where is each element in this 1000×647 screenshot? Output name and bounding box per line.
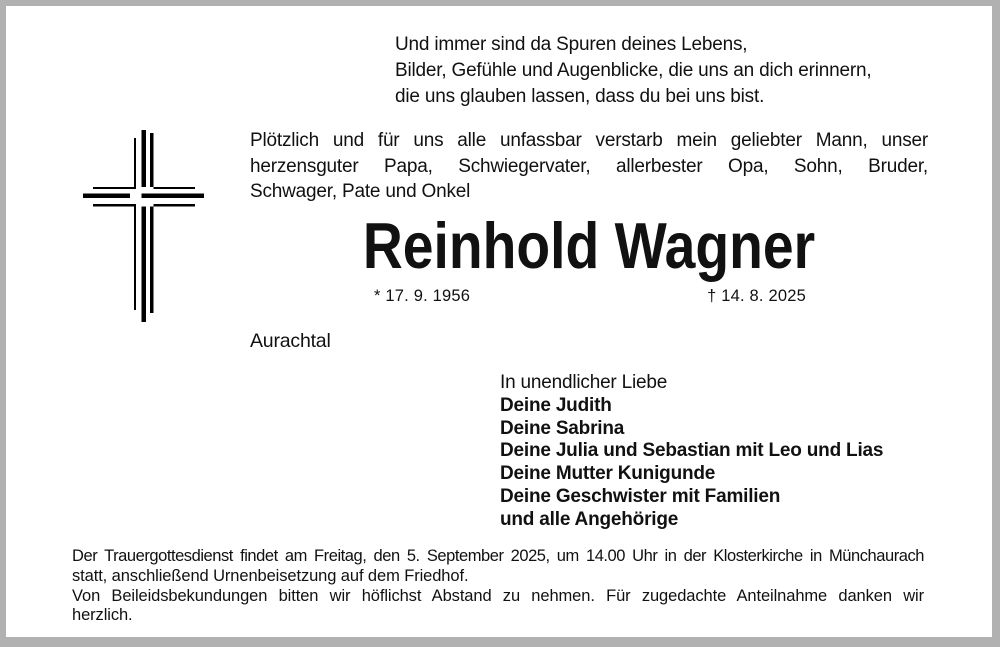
mourner-line: Deine Judith: [500, 394, 612, 416]
memorial-cross-icon: [83, 130, 204, 322]
mourner-line: Deine Geschwister mit Familien: [500, 485, 781, 507]
death-announcement: [250, 128, 928, 205]
announcement-line: Plötzlich und für uns alle unfassbar verstarb mein geliebter Mann, unser: [250, 130, 928, 151]
obituary-card: [6, 6, 992, 637]
memorial-verse: [395, 32, 940, 110]
death-date: † 14. 8. 2025: [707, 287, 806, 305]
mourner-line: Deine Mutter Kunigunde: [500, 463, 716, 485]
farewell-intro: In unendlicher Liebe: [500, 372, 668, 393]
announcement-line: Schwager, Pate und Onkel: [250, 181, 471, 202]
deceased-name: [250, 209, 928, 282]
verse-line: Bilder, Gefühle und Augenblicke, die uns an dich erinnern,: [395, 60, 872, 81]
funeral-information: [72, 547, 924, 626]
mourner-line: und alle Angehörige: [500, 508, 679, 530]
deceased-name-text: Reinhold Wagner: [362, 209, 816, 282]
verse-line: Und immer sind da Spuren deines Lebens,: [395, 34, 748, 55]
funeral-line: herzlich.: [72, 606, 133, 625]
verse-line: die uns glauben lassen, dass du bei uns bist.: [395, 86, 765, 107]
funeral-line: statt, anschließend Urnenbeisetzung auf dem Friedhof.: [72, 566, 469, 585]
mourners-block: [500, 372, 930, 532]
place-of-residence: Aurachtal: [250, 330, 331, 352]
funeral-line: Von Beileidsbekundungen bitten wir höflichst Abstand zu nehmen. Für zugedachte Anteilnahme danken wir: [72, 586, 924, 605]
announcement-line: herzensguter Papa, Schwiegervater, allerbester Opa, Sohn, Bruder,: [250, 155, 928, 177]
birth-date: * 17. 9. 1956: [374, 287, 471, 305]
mourner-line: Deine Julia und Sebastian mit Leo und Lias: [500, 440, 884, 462]
funeral-line: Der Trauergottesdienst findet am Freitag, den 5. September 2025, um 14.00 Uhr in der Klosterkirche in Münchaurach: [72, 547, 924, 565]
life-dates: [250, 287, 928, 306]
mourner-line: Deine Sabrina: [500, 417, 625, 439]
